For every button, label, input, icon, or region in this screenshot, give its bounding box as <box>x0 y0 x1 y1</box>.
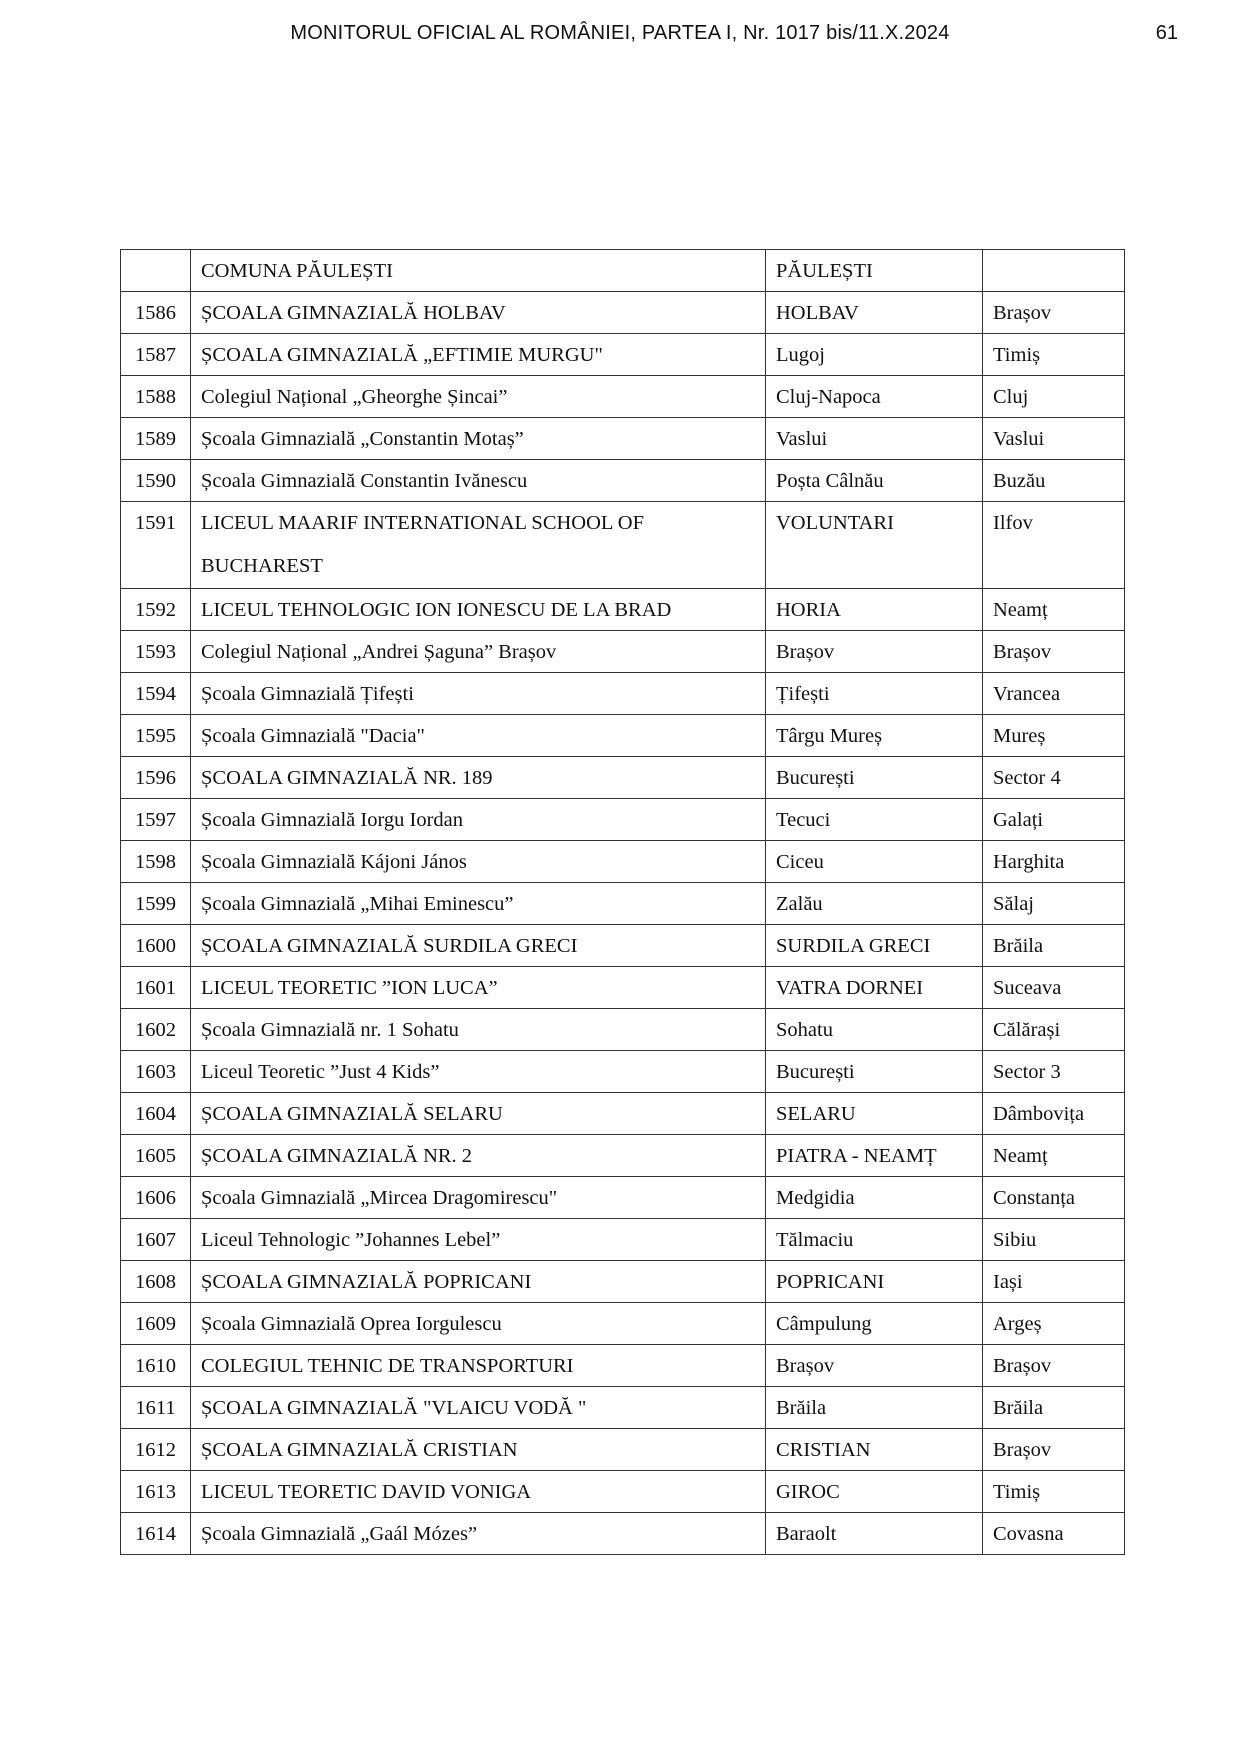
table-row <box>121 1429 1125 1471</box>
county-cell: Suceava <box>983 967 1125 1009</box>
locality-cell: Sohatu <box>766 1009 983 1051</box>
table-row <box>121 1219 1125 1261</box>
county-cell: Vrancea <box>983 673 1125 715</box>
school-name-cell: Școala Gimnazială „Mircea Dragomirescu" <box>191 1177 766 1219</box>
locality-cell: Poșta Câlnău <box>766 460 983 502</box>
locality-cell: PĂULEȘTI <box>766 250 983 292</box>
county-cell: Galați <box>983 799 1125 841</box>
school-name-cell: ȘCOALA GIMNAZIALĂ SURDILA GRECI <box>191 925 766 967</box>
county-cell: Constanța <box>983 1177 1125 1219</box>
county-cell: Harghita <box>983 841 1125 883</box>
schools-table-body <box>121 250 1125 1555</box>
locality-cell: CRISTIAN <box>766 1429 983 1471</box>
table-row <box>121 799 1125 841</box>
school-name-cell: ȘCOALA GIMNAZIALĂ „EFTIMIE MURGU" <box>191 334 766 376</box>
row-number-cell <box>121 250 191 292</box>
table-row <box>121 673 1125 715</box>
locality-cell: Vaslui <box>766 418 983 460</box>
table-row <box>121 1009 1125 1051</box>
locality-cell: SURDILA GRECI <box>766 925 983 967</box>
row-number-cell: 1596 <box>121 757 191 799</box>
row-number-cell: 1607 <box>121 1219 191 1261</box>
row-number-cell: 1600 <box>121 925 191 967</box>
locality-cell: HOLBAV <box>766 292 983 334</box>
county-cell: Neamț <box>983 589 1125 631</box>
table-row <box>121 631 1125 673</box>
school-name-cell: ȘCOALA GIMNAZIALĂ NR. 2 <box>191 1135 766 1177</box>
locality-cell: Zalău <box>766 883 983 925</box>
table-row <box>121 967 1125 1009</box>
locality-cell: Medgidia <box>766 1177 983 1219</box>
table-row <box>121 1261 1125 1303</box>
locality-cell: Brașov <box>766 631 983 673</box>
table-row <box>121 589 1125 631</box>
row-number-cell: 1597 <box>121 799 191 841</box>
table-row <box>121 925 1125 967</box>
county-cell <box>983 250 1125 292</box>
locality-cell: București <box>766 757 983 799</box>
county-cell: Dâmbovița <box>983 1093 1125 1135</box>
row-number-cell: 1589 <box>121 418 191 460</box>
locality-cell: Brașov <box>766 1345 983 1387</box>
table-row <box>121 1345 1125 1387</box>
row-number-cell: 1606 <box>121 1177 191 1219</box>
page-number: 61 <box>1155 22 1178 44</box>
school-name-cell: Școala Gimnazială „Gaál Mózes” <box>191 1513 766 1555</box>
county-cell: Brașov <box>983 1345 1125 1387</box>
school-name-cell: ȘCOALA GIMNAZIALĂ CRISTIAN <box>191 1429 766 1471</box>
school-name-cell: COLEGIUL TEHNIC DE TRANSPORTURI <box>191 1345 766 1387</box>
school-name-cell: Școala Gimnazială nr. 1 Sohatu <box>191 1009 766 1051</box>
table-row <box>121 841 1125 883</box>
row-number-cell: 1603 <box>121 1051 191 1093</box>
row-number-cell: 1614 <box>121 1513 191 1555</box>
table-row <box>121 502 1125 589</box>
locality-cell: VATRA DORNEI <box>766 967 983 1009</box>
table-row <box>121 1387 1125 1429</box>
school-name-cell: Colegiul Național „Gheorghe Șincai” <box>191 376 766 418</box>
county-cell: Călărași <box>983 1009 1125 1051</box>
school-name-cell: LICEUL TEORETIC ”ION LUCA” <box>191 967 766 1009</box>
school-name-cell: Școala Gimnazială „Mihai Eminescu” <box>191 883 766 925</box>
county-cell: Brașov <box>983 1429 1125 1471</box>
county-cell: Vaslui <box>983 418 1125 460</box>
table-row <box>121 418 1125 460</box>
school-name-cell: Școala Gimnazială Constantin Ivănescu <box>191 460 766 502</box>
locality-cell: Câmpulung <box>766 1303 983 1345</box>
school-name-cell: Colegiul Național „Andrei Șaguna” Brașov <box>191 631 766 673</box>
table-row <box>121 1093 1125 1135</box>
locality-cell: Ciceu <box>766 841 983 883</box>
county-cell: Ilfov <box>983 502 1125 589</box>
row-number-cell: 1586 <box>121 292 191 334</box>
table-row <box>121 376 1125 418</box>
county-cell: Mureș <box>983 715 1125 757</box>
county-cell: Covasna <box>983 1513 1125 1555</box>
county-cell: Brăila <box>983 925 1125 967</box>
locality-cell: Baraolt <box>766 1513 983 1555</box>
county-cell: Timiș <box>983 334 1125 376</box>
row-number-cell: 1591 <box>121 502 191 589</box>
locality-cell: VOLUNTARI <box>766 502 983 589</box>
table-row <box>121 757 1125 799</box>
school-name-cell: Școala Gimnazială „Constantin Motaș” <box>191 418 766 460</box>
locality-cell: Lugoj <box>766 334 983 376</box>
locality-cell: Tecuci <box>766 799 983 841</box>
school-name-cell: LICEUL MAARIF INTERNATIONAL SCHOOL OF BUCHAREST <box>191 502 766 589</box>
school-name-cell: Școala Gimnazială Kájoni János <box>191 841 766 883</box>
county-cell: Sibiu <box>983 1219 1125 1261</box>
row-number-cell: 1594 <box>121 673 191 715</box>
school-name-cell: Școala Gimnazială Țifești <box>191 673 766 715</box>
locality-cell: Târgu Mureș <box>766 715 983 757</box>
locality-cell: POPRICANI <box>766 1261 983 1303</box>
table-row <box>121 292 1125 334</box>
table-row <box>121 460 1125 502</box>
row-number-cell: 1595 <box>121 715 191 757</box>
county-cell: Iași <box>983 1261 1125 1303</box>
school-name-cell: Liceul Teoretic ”Just 4 Kids” <box>191 1051 766 1093</box>
row-number-cell: 1598 <box>121 841 191 883</box>
table-row <box>121 1051 1125 1093</box>
county-cell: Buzău <box>983 460 1125 502</box>
locality-cell: GIROC <box>766 1471 983 1513</box>
row-number-cell: 1605 <box>121 1135 191 1177</box>
county-cell: Cluj <box>983 376 1125 418</box>
row-number-cell: 1593 <box>121 631 191 673</box>
school-name-cell: Școala Gimnazială Oprea Iorgulescu <box>191 1303 766 1345</box>
table-row <box>121 1471 1125 1513</box>
row-number-cell: 1608 <box>121 1261 191 1303</box>
row-number-cell: 1590 <box>121 460 191 502</box>
table-row <box>121 1513 1125 1555</box>
school-name-cell: ȘCOALA GIMNAZIALĂ NR. 189 <box>191 757 766 799</box>
table-row <box>121 715 1125 757</box>
school-name-cell: ȘCOALA GIMNAZIALĂ HOLBAV <box>191 292 766 334</box>
locality-cell: Cluj-Napoca <box>766 376 983 418</box>
county-cell: Brașov <box>983 631 1125 673</box>
table-row <box>121 334 1125 376</box>
school-name-cell: LICEUL TEORETIC DAVID VONIGA <box>191 1471 766 1513</box>
school-name-cell: ȘCOALA GIMNAZIALĂ SELARU <box>191 1093 766 1135</box>
county-cell: Sector 4 <box>983 757 1125 799</box>
county-cell: Brașov <box>983 292 1125 334</box>
page-header-title: MONITORUL OFICIAL AL ROMÂNIEI, PARTEA I, Nr. 1017 bis/11.X.2024 <box>290 22 950 44</box>
county-cell: Sălaj <box>983 883 1125 925</box>
row-number-cell: 1610 <box>121 1345 191 1387</box>
row-number-cell: 1599 <box>121 883 191 925</box>
row-number-cell: 1602 <box>121 1009 191 1051</box>
county-cell: Timiș <box>983 1471 1125 1513</box>
county-cell: Brăila <box>983 1387 1125 1429</box>
county-cell: Argeș <box>983 1303 1125 1345</box>
row-number-cell: 1588 <box>121 376 191 418</box>
row-number-cell: 1587 <box>121 334 191 376</box>
row-number-cell: 1612 <box>121 1429 191 1471</box>
schools-table <box>120 249 1125 1555</box>
locality-cell: Brăila <box>766 1387 983 1429</box>
school-name-cell: LICEUL TEHNOLOGIC ION IONESCU DE LA BRAD <box>191 589 766 631</box>
locality-cell: Tălmaciu <box>766 1219 983 1261</box>
locality-cell: PIATRA - NEAMȚ <box>766 1135 983 1177</box>
county-cell: Neamț <box>983 1135 1125 1177</box>
school-name-cell: ȘCOALA GIMNAZIALĂ POPRICANI <box>191 1261 766 1303</box>
school-name-cell: Liceul Tehnologic ”Johannes Lebel” <box>191 1219 766 1261</box>
school-name-cell: COMUNA PĂULEȘTI <box>191 250 766 292</box>
row-number-cell: 1592 <box>121 589 191 631</box>
table-row <box>121 250 1125 292</box>
row-number-cell: 1604 <box>121 1093 191 1135</box>
row-number-cell: 1611 <box>121 1387 191 1429</box>
county-cell: Sector 3 <box>983 1051 1125 1093</box>
school-name-cell: Școala Gimnazială Iorgu Iordan <box>191 799 766 841</box>
table-row <box>121 883 1125 925</box>
row-number-cell: 1601 <box>121 967 191 1009</box>
locality-cell: București <box>766 1051 983 1093</box>
table-row <box>121 1135 1125 1177</box>
locality-cell: Țifești <box>766 673 983 715</box>
locality-cell: HORIA <box>766 589 983 631</box>
locality-cell: SELARU <box>766 1093 983 1135</box>
row-number-cell: 1613 <box>121 1471 191 1513</box>
table-row <box>121 1177 1125 1219</box>
school-name-cell: Școala Gimnazială "Dacia" <box>191 715 766 757</box>
table-row <box>121 1303 1125 1345</box>
row-number-cell: 1609 <box>121 1303 191 1345</box>
school-name-cell: ȘCOALA GIMNAZIALĂ "VLAICU VODĂ " <box>191 1387 766 1429</box>
